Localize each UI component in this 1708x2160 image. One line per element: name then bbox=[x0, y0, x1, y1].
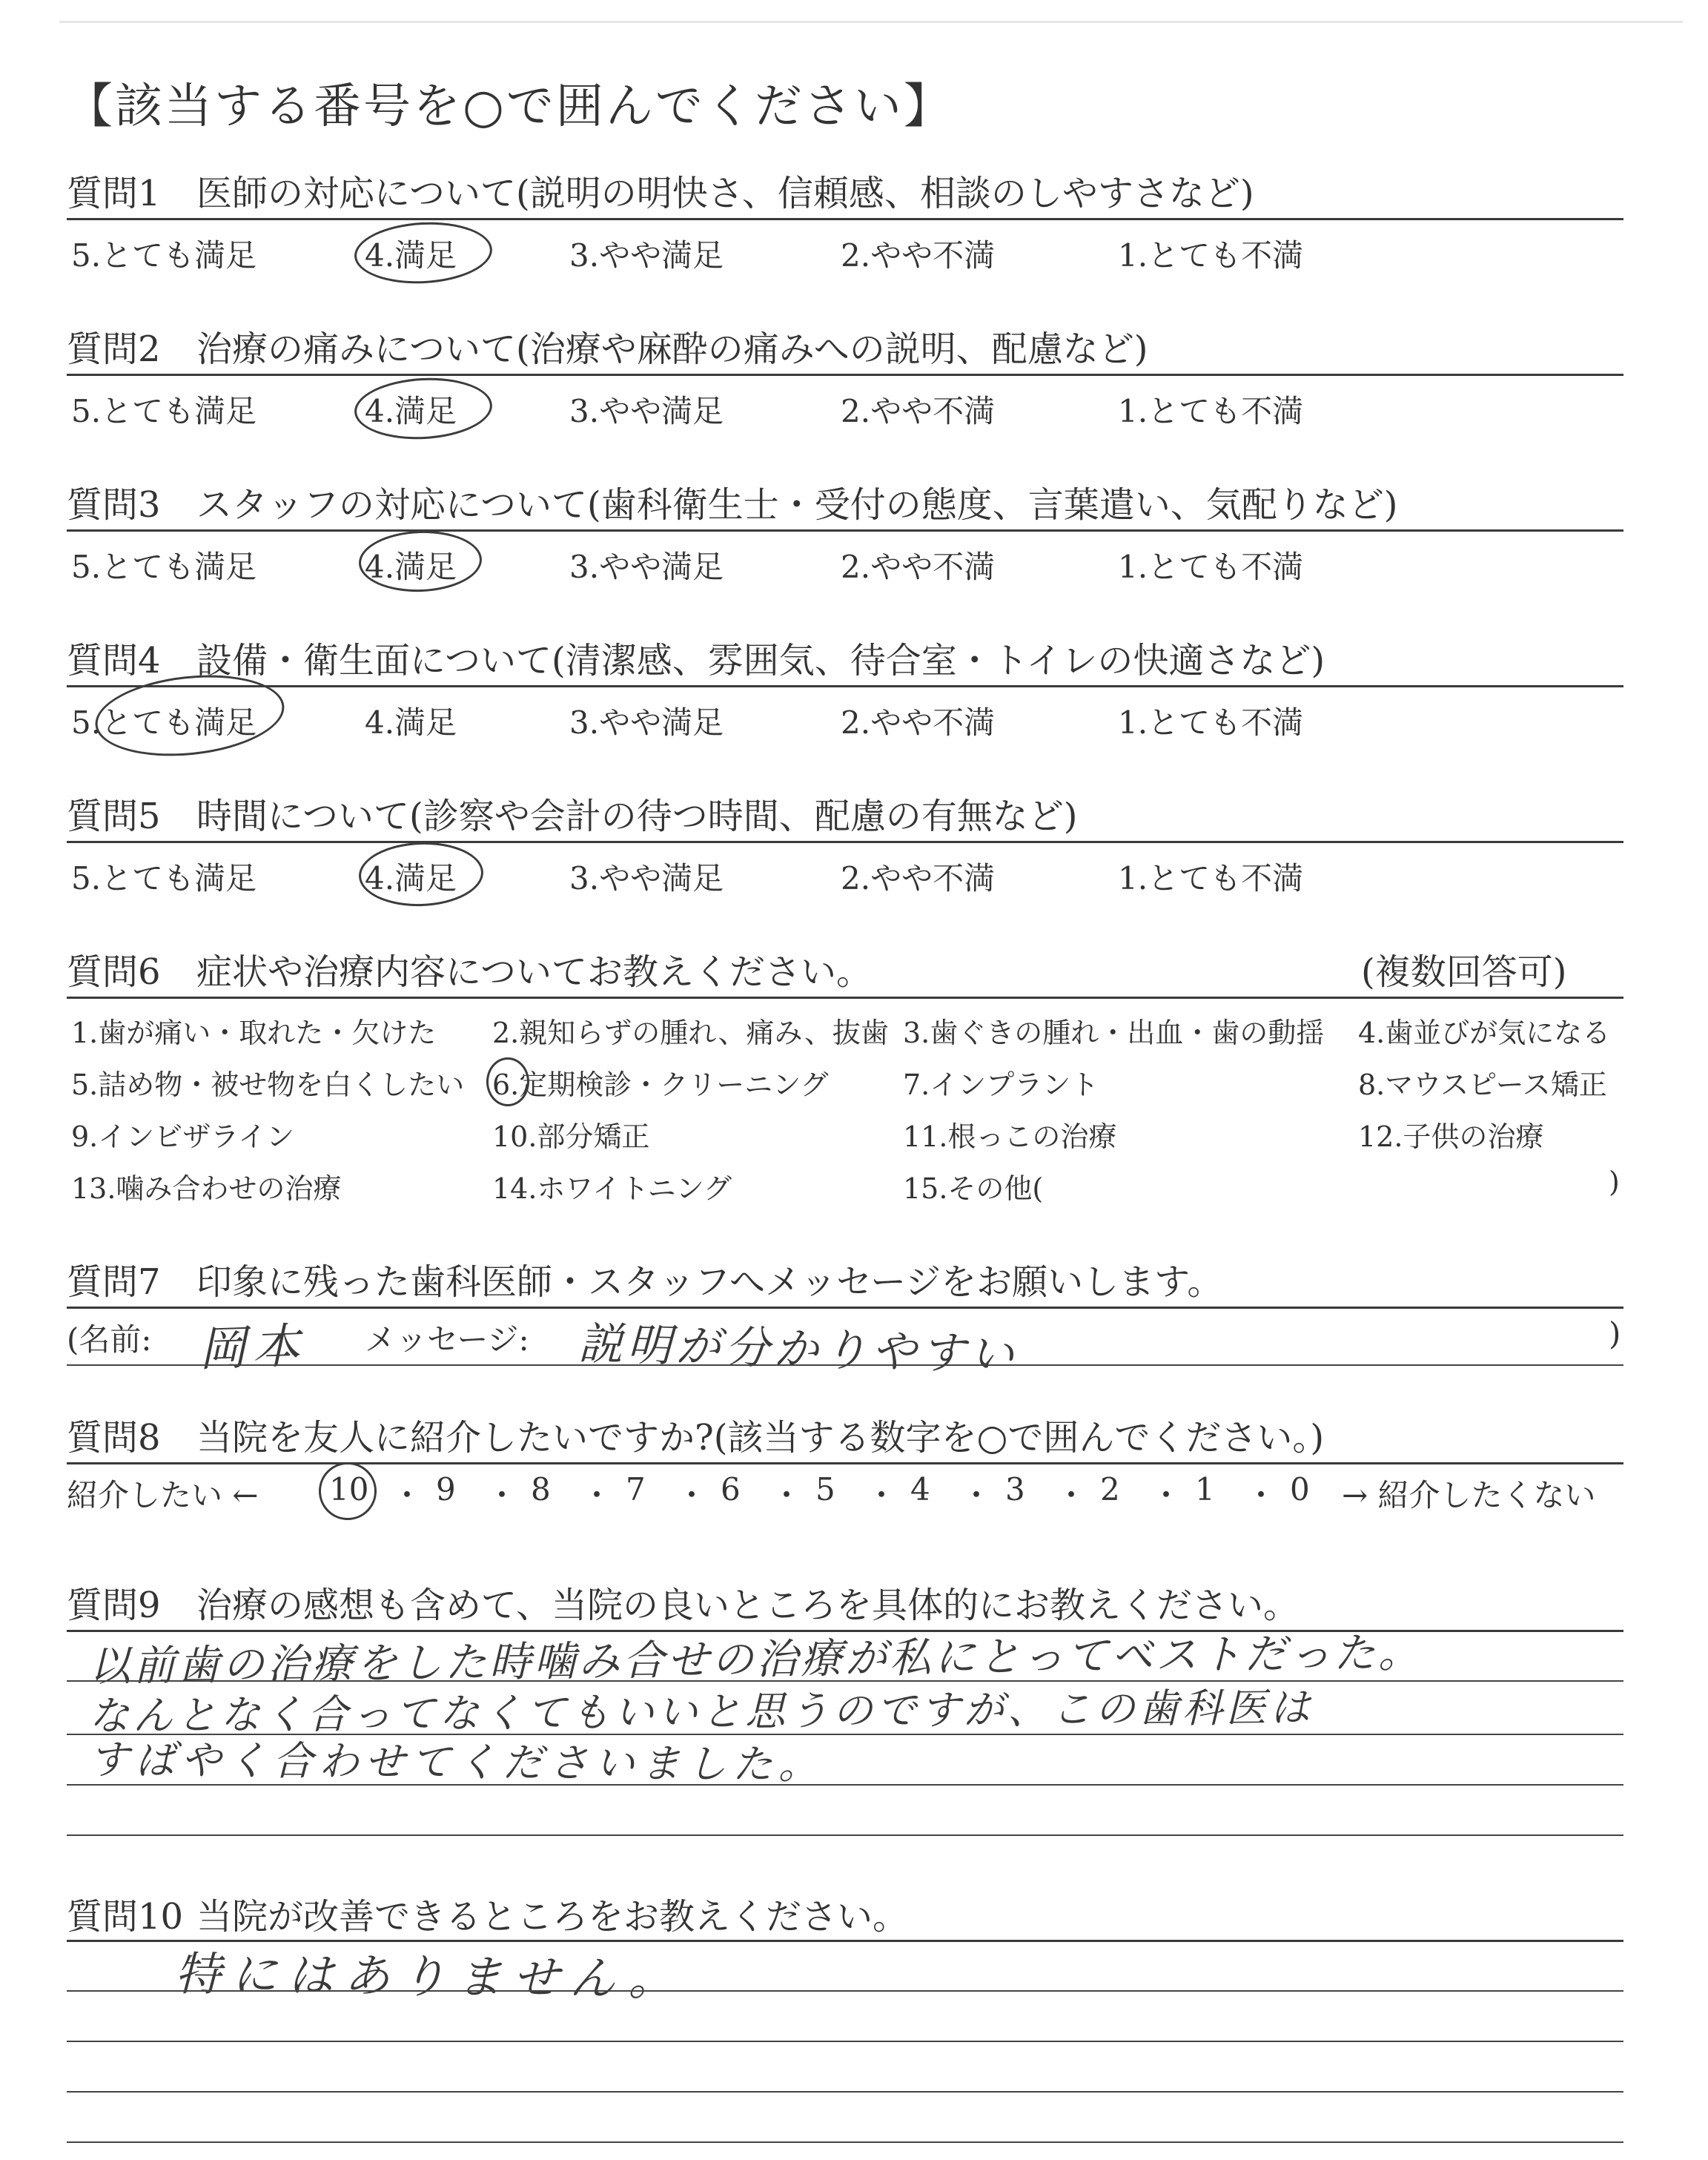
question-rule bbox=[67, 997, 1623, 999]
q6-option-13[interactable]: 13.噛み合わせの治療 bbox=[71, 1172, 342, 1205]
q6-option-3[interactable]: 3.歯ぐきの腫れ・出血・歯の動揺 bbox=[903, 1017, 1325, 1049]
answer-line bbox=[67, 2141, 1623, 2143]
q1-option-3[interactable]: 3.やや満足 bbox=[569, 237, 724, 274]
q1-option-1[interactable]: 1.とても不満 bbox=[1118, 237, 1304, 274]
q3-option-3[interactable]: 3.やや満足 bbox=[569, 549, 724, 585]
q6-option-9[interactable]: 9.インビザライン bbox=[71, 1120, 295, 1153]
score-5[interactable]: 5 bbox=[815, 1471, 835, 1507]
name-label: (名前: bbox=[67, 1321, 152, 1358]
message-label: メッセージ: bbox=[365, 1321, 529, 1358]
question-number: 質問8 bbox=[67, 1417, 161, 1459]
q2-option-3[interactable]: 3.やや満足 bbox=[569, 393, 724, 429]
answer-line bbox=[67, 1364, 1623, 1366]
dot-separator: ・ bbox=[581, 1477, 613, 1513]
q6-option-15-close: ) bbox=[1609, 1166, 1620, 1198]
question-5 bbox=[67, 787, 1078, 839]
q5-option-1[interactable]: 1.とても不満 bbox=[1118, 860, 1304, 896]
q6-option-6[interactable]: 6.定期検診・クリーニング bbox=[492, 1069, 829, 1101]
score-8[interactable]: 8 bbox=[531, 1471, 551, 1507]
question-rule bbox=[67, 685, 1623, 687]
score-2[interactable]: 2 bbox=[1100, 1471, 1120, 1507]
dot-separator: ・ bbox=[391, 1477, 423, 1513]
question-rule bbox=[67, 218, 1623, 220]
q9-answer-line-2[interactable]: なんとなく合ってなくてもいいと思うのですが、この歯科医は bbox=[88, 1684, 1314, 1740]
answer-line bbox=[67, 2091, 1623, 2093]
score-4[interactable]: 4 bbox=[910, 1471, 930, 1507]
question-number: 質問3 bbox=[67, 484, 161, 526]
q6-option-15[interactable]: 15.その他( bbox=[903, 1172, 1044, 1205]
q4-option-3[interactable]: 3.やや満足 bbox=[569, 704, 724, 741]
answer-line bbox=[67, 1834, 1623, 1836]
question-text: 時間について(診察や会計の待つ時間、配慮の有無など) bbox=[196, 796, 1078, 837]
name-handwritten[interactable]: 岡本 bbox=[197, 1318, 307, 1378]
q2-option-4[interactable]: 4.満足 bbox=[365, 393, 457, 429]
question-rule bbox=[67, 529, 1623, 532]
q6-selection-circle bbox=[486, 1057, 529, 1106]
question-text: 印象に残った歯科医師・スタッフへメッセージをお願いします。 bbox=[196, 1261, 1223, 1303]
question-number: 質問2 bbox=[67, 328, 161, 370]
question-text: 当院を友人に紹介したいですか?(該当する数字を○で囲んでください。) bbox=[196, 1417, 1325, 1459]
dot-separator: ・ bbox=[771, 1477, 803, 1513]
q1-option-4[interactable]: 4.満足 bbox=[365, 237, 457, 274]
dot-separator: ・ bbox=[1245, 1477, 1277, 1513]
page-title: 【該当する番号を○で囲んでください】 bbox=[65, 79, 953, 134]
q6-option-12[interactable]: 12.子供の治療 bbox=[1358, 1120, 1544, 1153]
q6-option-2[interactable]: 2.親知らずの腫れ、痛み、抜歯 bbox=[492, 1017, 889, 1049]
question-rule bbox=[67, 1462, 1623, 1464]
q9-answer-line-3[interactable]: すばやく合わせてくださいました。 bbox=[88, 1736, 825, 1789]
q9-answer-line-1[interactable]: 以前歯の治療をした時噛み合せの治療が私にとってベストだった。 bbox=[88, 1628, 1423, 1691]
question-4 bbox=[67, 632, 1325, 683]
question-10 bbox=[67, 1888, 908, 1939]
question-number: 質問1 bbox=[67, 173, 161, 214]
question-3 bbox=[67, 476, 1398, 527]
question-8 bbox=[67, 1409, 1324, 1460]
q5-option-3[interactable]: 3.やや満足 bbox=[569, 860, 724, 896]
dot-separator: ・ bbox=[1151, 1477, 1182, 1513]
q1-option-5[interactable]: 5.とても満足 bbox=[71, 237, 257, 274]
score-10[interactable]: 10 bbox=[329, 1471, 369, 1507]
q1-selection-circle bbox=[353, 219, 494, 287]
recommend-right-label: → 紹介したくない bbox=[1342, 1477, 1596, 1513]
q2-selection-circle bbox=[353, 374, 494, 443]
q1-option-2[interactable]: 2.やや不満 bbox=[841, 237, 996, 274]
q5-option-4[interactable]: 4.満足 bbox=[365, 860, 457, 896]
multiple-answer-note: (複数回答可) bbox=[1361, 951, 1567, 993]
q3-option-2[interactable]: 2.やや不満 bbox=[841, 549, 996, 585]
q4-option-2[interactable]: 2.やや不満 bbox=[841, 704, 996, 741]
question-rule bbox=[67, 374, 1623, 376]
q5-option-2[interactable]: 2.やや不満 bbox=[841, 860, 996, 896]
q4-option-1[interactable]: 1.とても不満 bbox=[1118, 704, 1304, 741]
q2-option-5[interactable]: 5.とても満足 bbox=[71, 393, 257, 429]
q3-option-4[interactable]: 4.満足 bbox=[365, 549, 457, 585]
score-6[interactable]: 6 bbox=[721, 1471, 741, 1507]
question-text: 症状や治療内容についてお教えください。 bbox=[196, 951, 873, 993]
answer-line bbox=[67, 1990, 1623, 1992]
q4-option-4[interactable]: 4.満足 bbox=[365, 704, 457, 741]
message-handwritten[interactable]: 説明が分かりやすい bbox=[577, 1318, 1019, 1381]
q5-option-5[interactable]: 5.とても満足 bbox=[71, 860, 257, 896]
dot-separator: ・ bbox=[486, 1477, 518, 1513]
score-9[interactable]: 9 bbox=[436, 1471, 456, 1507]
question-1 bbox=[67, 165, 1254, 216]
question-number: 質問7 bbox=[67, 1261, 161, 1303]
score-1[interactable]: 1 bbox=[1195, 1471, 1215, 1507]
top-edge-line bbox=[59, 21, 1683, 23]
q8-selection-circle bbox=[319, 1462, 377, 1520]
score-0[interactable]: 0 bbox=[1290, 1471, 1310, 1507]
q2-option-2[interactable]: 2.やや不満 bbox=[841, 393, 996, 429]
q10-answer[interactable]: 特にはありません。 bbox=[174, 1946, 686, 2007]
q3-selection-circle bbox=[358, 529, 483, 594]
q6-option-10[interactable]: 10.部分矯正 bbox=[492, 1120, 650, 1153]
q6-option-14[interactable]: 14.ホワイトニング bbox=[492, 1172, 732, 1205]
question-number: 質問6 bbox=[67, 951, 161, 993]
question-text: 当院が改善できるところをお教えください。 bbox=[196, 1896, 909, 1938]
question-2 bbox=[67, 320, 1148, 371]
q6-option-1[interactable]: 1.歯が痛い・取れた・欠けた bbox=[71, 1017, 437, 1049]
question-7 bbox=[67, 1253, 1222, 1304]
q2-option-1[interactable]: 1.とても不満 bbox=[1118, 393, 1304, 429]
question-9 bbox=[67, 1576, 1299, 1628]
q5-selection-circle bbox=[358, 840, 485, 908]
score-7[interactable]: 7 bbox=[626, 1471, 646, 1507]
question-text: 設備・衛生面について(清潔感、雰囲気、待合室・トイレの快適さなど) bbox=[196, 640, 1325, 681]
score-3[interactable]: 3 bbox=[1005, 1471, 1025, 1507]
question-text: 治療の感想も含めて、当院の良いところを具体的にお教えください。 bbox=[196, 1585, 1300, 1626]
q4-option-5[interactable]: 5.とても満足 bbox=[71, 704, 257, 741]
dot-separator: ・ bbox=[676, 1477, 708, 1513]
question-text: 医師の対応について(説明の明快さ、信頼感、相談のしやすさなど) bbox=[196, 173, 1254, 214]
q6-option-7[interactable]: 7.インプラント bbox=[903, 1069, 1099, 1101]
answer-line bbox=[67, 2041, 1623, 2042]
recommend-left-label: 紹介したい ← bbox=[67, 1477, 259, 1513]
question-number: 質問9 bbox=[67, 1585, 161, 1626]
answer-line bbox=[67, 1784, 1623, 1786]
question-number: 質問4 bbox=[67, 640, 161, 681]
dot-separator: ・ bbox=[866, 1477, 898, 1513]
q3-option-1[interactable]: 1.とても不満 bbox=[1118, 549, 1304, 585]
q6-option-11[interactable]: 11.根っこの治療 bbox=[903, 1120, 1117, 1153]
question-number: 質問5 bbox=[67, 796, 161, 837]
q3-option-5[interactable]: 5.とても満足 bbox=[71, 549, 257, 585]
question-text: スタッフの対応について(歯科衛生士・受付の態度、言葉遣い、気配りなど) bbox=[196, 484, 1398, 526]
question-number: 質問10 bbox=[67, 1896, 184, 1938]
q6-option-4[interactable]: 4.歯並びが気になる bbox=[1358, 1017, 1611, 1049]
dot-separator: ・ bbox=[961, 1477, 993, 1513]
q6-option-8[interactable]: 8.マウスピース矯正 bbox=[1358, 1069, 1607, 1101]
question-6 bbox=[67, 943, 872, 994]
q6-option-5[interactable]: 5.詰め物・被せ物を白くしたい bbox=[71, 1069, 465, 1101]
question-rule bbox=[67, 841, 1623, 843]
question-text: 治療の痛みについて(治療や麻酔の痛みへの説明、配慮など) bbox=[196, 328, 1148, 370]
q7-close-paren: ) bbox=[1609, 1315, 1621, 1352]
dot-separator: ・ bbox=[1056, 1477, 1088, 1513]
